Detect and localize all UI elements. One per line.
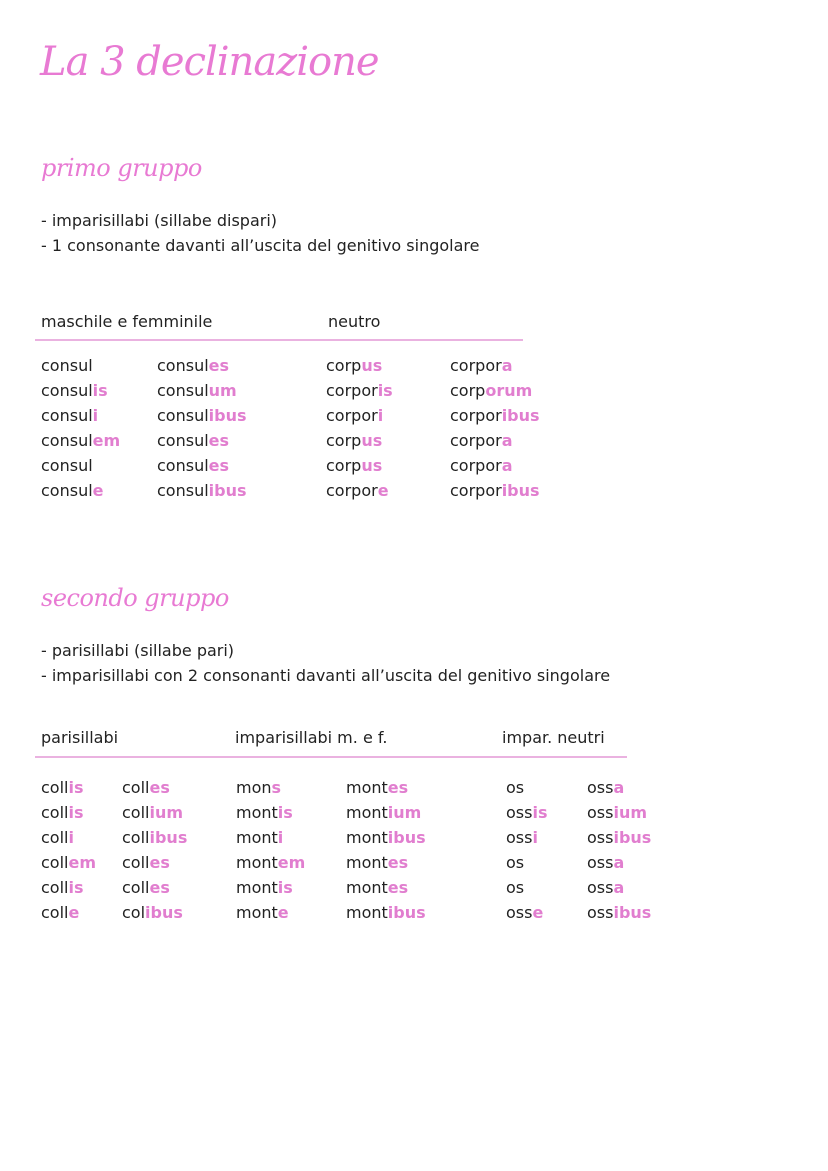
group2-note: - imparisillabi con 2 consonanti davanti all’uscita del genitivo singolare [41,666,611,685]
declension-form [157,431,229,451]
declension-form [41,356,93,376]
declension-form [450,481,540,501]
form-stem: corpor [450,431,502,450]
form-stem: corp [326,456,362,475]
form-stem: oss [587,828,614,847]
form-stem: mont [346,853,388,872]
form-stem: coll [41,903,69,922]
declension-form [346,853,408,873]
form-ending: ibus [387,903,426,922]
declension-form [346,828,426,848]
group2-notes [41,638,610,688]
form-ending: a [613,878,625,897]
declension-form [122,803,183,823]
declension-form [122,778,170,798]
form-stem: oss [587,778,614,797]
form-stem: os [506,853,525,872]
declension-form [450,431,512,451]
group1-notes [41,208,479,258]
form-stem: consul [41,356,93,375]
group1-header-masc-fem: maschile e femminile [41,312,213,331]
form-ending: es [387,778,409,797]
form-ending: us [361,356,383,375]
declension-form [236,778,281,798]
declension-form [41,778,84,798]
form-ending: a [613,853,625,872]
form-ending: e [68,903,80,922]
form-ending: ibus [387,828,426,847]
declension-form [122,878,170,898]
declension-form [326,381,393,401]
form-ending: ibus [208,406,247,425]
declension-form [41,431,120,451]
form-stem: coll [41,853,69,872]
group1-note: - imparisillabi (sillabe dispari) [41,211,278,230]
declension-form [506,828,538,848]
form-stem: consul [41,481,93,500]
form-ending: ibus [501,406,540,425]
form-stem: os [506,778,525,797]
form-stem: col [122,903,146,922]
form-stem: mont [236,878,278,897]
declension-form [236,828,283,848]
form-ending: is [68,803,84,822]
form-stem: mont [236,903,278,922]
declension-form [587,853,624,873]
declension-form [587,903,651,923]
form-ending: es [387,878,409,897]
form-ending: em [277,853,306,872]
form-stem: mont [346,803,388,822]
form-stem: corpor [450,356,502,375]
form-ending: ibus [208,481,247,500]
form-ending: ibus [613,828,652,847]
form-stem: mont [236,803,278,822]
declension-form [41,381,108,401]
form-ending: es [208,356,230,375]
declension-form [450,381,532,401]
declension-form [506,878,524,898]
declension-form [236,803,293,823]
declension-form [346,878,408,898]
form-ending: um [208,381,237,400]
form-stem: corpor [326,406,378,425]
group2-header-parisillabi: parisillabi [41,728,119,747]
form-ending: ium [387,803,422,822]
form-ending: ibus [501,481,540,500]
form-stem: coll [122,878,150,897]
form-ending: es [387,853,409,872]
declension-form [157,456,229,476]
form-ending: a [501,431,513,450]
group2-header-imparisillabi: imparisillabi m. e f. [235,728,388,747]
group1-title: primo gruppo [41,154,202,182]
form-ending: is [92,381,108,400]
group1-header-neutro: neutro [328,312,381,331]
declension-form [326,481,389,501]
form-ending: is [68,878,84,897]
form-stem: corp [326,431,362,450]
form-ending: e [92,481,104,500]
form-ending: a [613,778,625,797]
declension-form [506,803,547,823]
form-stem: oss [587,878,614,897]
declension-form [41,803,84,823]
form-stem: consul [157,406,209,425]
form-stem: oss [587,903,614,922]
declension-form [346,903,426,923]
form-ending: i [377,406,384,425]
declension-form [587,828,651,848]
form-ending: es [149,853,170,872]
form-ending: i [277,828,284,847]
form-ending: is [277,803,293,822]
group2-note: - parisillabi (sillabe pari) [41,641,235,660]
form-stem: coll [41,878,69,897]
form-ending: is [532,803,548,822]
group1-header-rule [35,339,523,341]
form-ending: us [361,456,383,475]
form-stem: consul [41,406,93,425]
form-ending: em [92,431,121,450]
declension-form [326,431,382,451]
form-stem: oss [506,828,533,847]
declension-form [450,356,512,376]
form-stem: consul [157,381,209,400]
form-stem: coll [41,828,69,847]
form-stem: corpor [450,406,502,425]
form-stem: coll [122,828,150,847]
declension-form [41,456,93,476]
form-stem: consul [41,431,93,450]
form-ending: s [271,778,282,797]
form-stem: consul [157,431,209,450]
form-ending: is [377,381,393,400]
form-stem: mont [346,878,388,897]
form-stem: corp [450,381,486,400]
form-stem: coll [122,853,150,872]
declension-form [326,356,382,376]
form-ending: es [208,456,230,475]
form-stem: corpor [450,481,502,500]
form-stem: oss [587,803,614,822]
form-ending: i [532,828,538,847]
form-stem: coll [41,803,69,822]
declension-form [122,903,183,923]
form-stem: mont [346,778,388,797]
form-ending: e [377,481,389,500]
form-ending: i [68,828,74,847]
form-ending: i [92,406,99,425]
declension-form [587,778,624,798]
declension-form [157,381,237,401]
form-ending: is [68,778,84,797]
page-title: La 3 declinazione [40,39,379,85]
form-stem: corp [326,356,362,375]
form-stem: coll [41,778,69,797]
declension-form [346,803,421,823]
declension-form [157,406,247,426]
declension-form [122,853,170,873]
form-stem: consul [41,456,93,475]
declension-form [236,878,293,898]
form-ending: ibus [145,903,183,922]
form-ending: is [277,878,293,897]
form-stem: corpor [326,481,378,500]
form-stem: consul [157,481,209,500]
group2-header-rule [35,756,627,758]
form-ending: e [532,903,544,922]
declension-form [41,853,96,873]
declension-form [450,406,540,426]
form-ending: es [208,431,230,450]
form-ending: orum [485,381,533,400]
form-stem: consul [157,456,209,475]
declension-form [41,828,74,848]
form-stem: corpor [326,381,378,400]
group1-note: - 1 consonante davanti all’uscita del genitivo singolare [41,236,480,255]
declension-form [41,903,79,923]
form-stem: mont [346,828,388,847]
form-ending: a [501,356,513,375]
declension-form [346,778,408,798]
declension-form [587,803,647,823]
declension-form [41,406,98,426]
form-stem: mont [346,903,388,922]
declension-form [122,828,187,848]
form-stem: corpor [450,456,502,475]
group2-title: secondo gruppo [41,584,229,612]
form-stem: mont [236,828,278,847]
form-ending: us [361,431,383,450]
form-stem: oss [587,853,614,872]
form-stem: oss [506,803,533,822]
declension-form [41,878,84,898]
form-stem: consul [157,356,209,375]
declension-form [157,481,247,501]
form-ending: ium [613,803,648,822]
declension-form [236,903,289,923]
form-ending: em [68,853,97,872]
declension-form [506,778,524,798]
declension-form [506,853,524,873]
declension-form [41,481,104,501]
declension-form [450,456,512,476]
form-stem: coll [122,778,150,797]
form-ending: ibus [613,903,652,922]
declension-form [587,878,624,898]
declension-form [326,406,383,426]
form-ending: ium [149,803,184,822]
form-stem: mon [236,778,272,797]
declension-form [326,456,382,476]
form-stem: oss [506,903,533,922]
group2-header-neutri: impar. neutri [502,728,605,747]
form-ending: e [277,903,289,922]
form-ending: ibus [149,828,188,847]
form-ending: es [149,878,170,897]
form-stem: mont [236,853,278,872]
form-ending: a [501,456,513,475]
form-stem: consul [41,381,93,400]
declension-form [236,853,305,873]
declension-form [506,903,543,923]
form-ending: es [149,778,170,797]
declension-form [157,356,229,376]
form-stem: os [506,878,525,897]
form-stem: coll [122,803,150,822]
